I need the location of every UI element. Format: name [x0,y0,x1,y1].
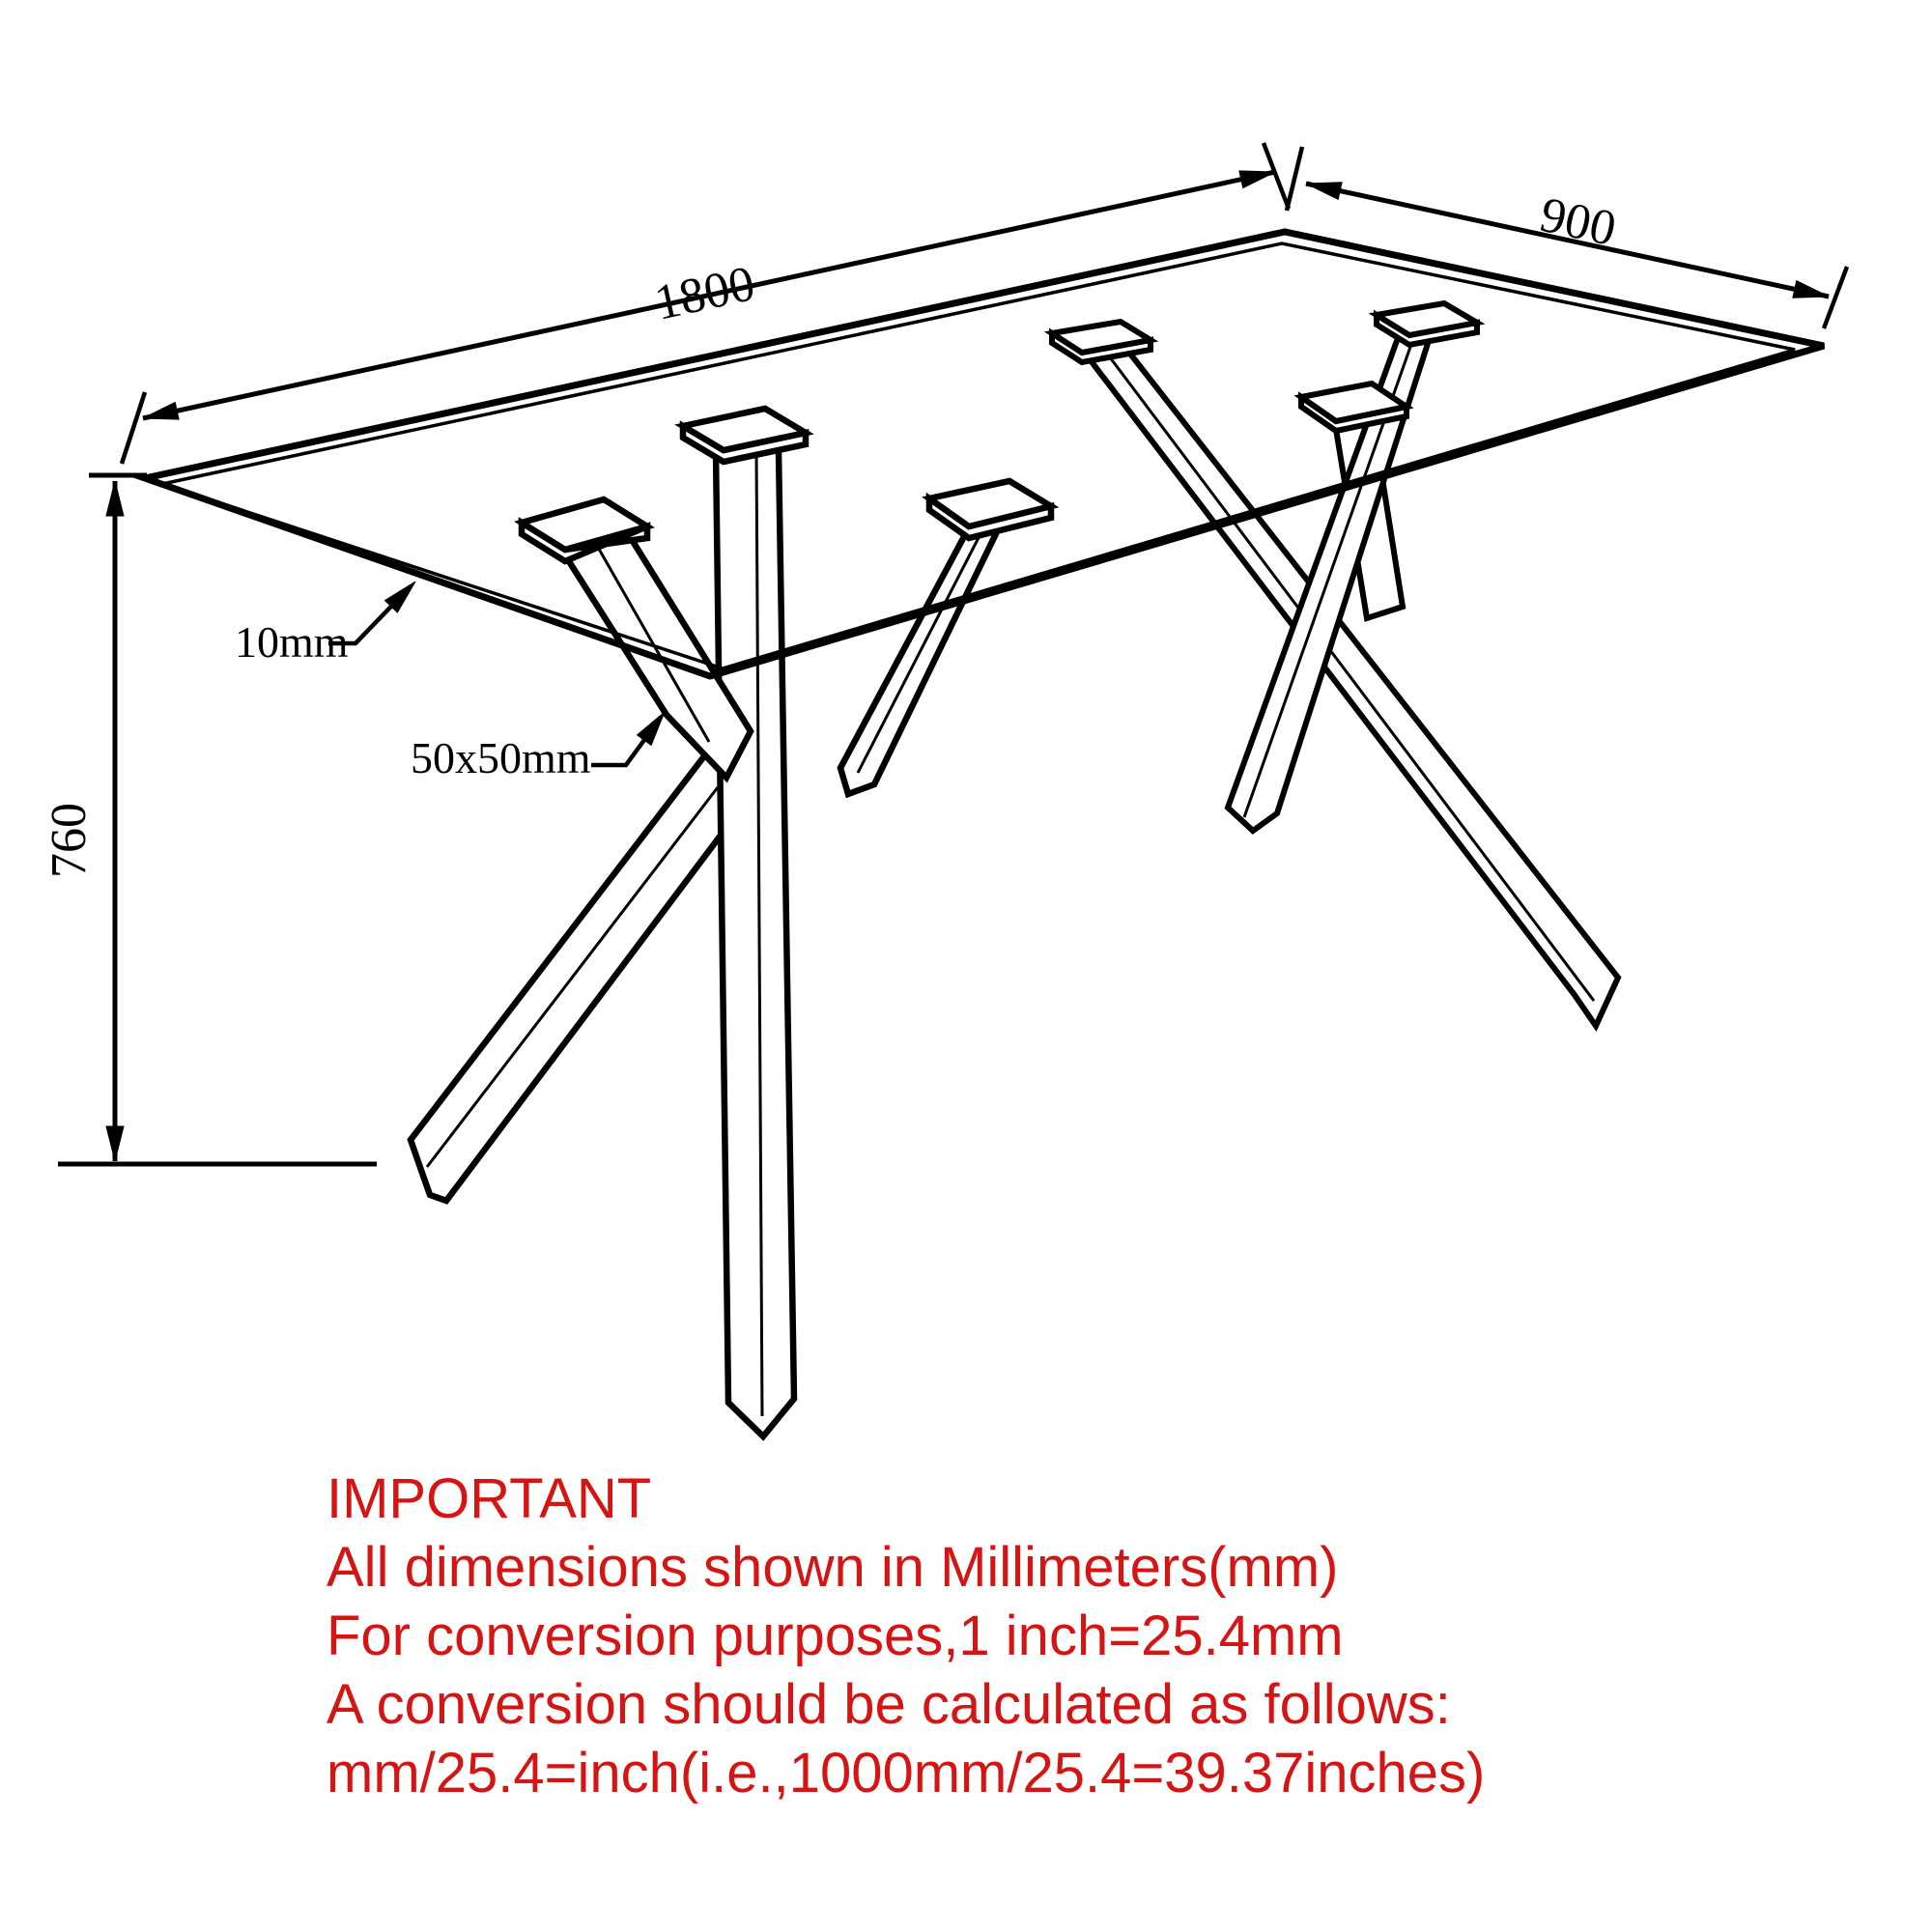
left-leg-pad-b [683,409,806,462]
important-notice [327,1464,1485,1807]
notice-line-1: All dimensions shown in Millimeters(mm) [327,1536,1339,1599]
left-leg-strut-c-edge [858,523,986,773]
right-leg-pad-2 [1377,303,1477,345]
callout-glass-thickness [235,576,421,667]
left-leg-strut-c [840,516,1005,794]
dimension-length [122,143,1289,464]
glass-thickness-label: 10mm [235,617,349,667]
leg-tube-size-label: 50x50mm [411,733,591,782]
notice-line-3: A conversion should be calculated as follows: [327,1673,1451,1736]
dimension-width-label: 900 [1535,186,1621,258]
callout-leg-tube-size [411,707,671,782]
left-leg-vertical [716,450,794,1436]
left-leg-pad-c [929,481,1051,538]
dimension-height-label: 760 [42,803,97,878]
right-leg-assembly [1052,303,1618,1026]
left-leg-strut-foot-left-edge [427,775,727,1167]
notice-line-4: mm/25.4=inch(i.e.,1000mm/25.4=39.37inches) [327,1742,1486,1804]
notice-title: IMPORTANT [327,1467,652,1530]
dimension-height [42,475,377,1164]
dimension-length-label: 1800 [649,255,760,331]
glass-top-inner-edge [162,243,1795,668]
notice-line-2: For conversion purposes,1 inch=25.4mm [327,1605,1344,1667]
left-leg-assembly [411,409,1051,1436]
